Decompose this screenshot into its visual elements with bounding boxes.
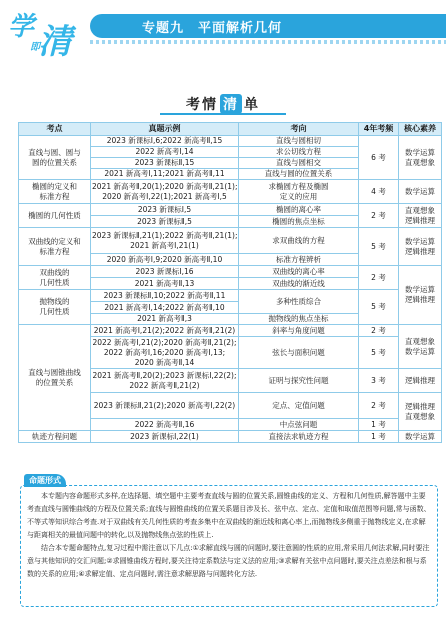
direction-cell: 中点弦问题 — [239, 419, 359, 431]
example-cell — [91, 369, 239, 393]
topic-cell — [19, 180, 91, 204]
cell-line: 2020 新高考Ⅱ,14 — [134, 357, 195, 367]
cell-line: 2022 新高考Ⅰ,21(2);2020 新高考Ⅱ,21(2); — [92, 337, 237, 347]
cell-line: 抛物线的 — [39, 297, 70, 306]
direction-cell: 椭圆的离心率 — [239, 204, 359, 216]
frequency-cell: 5 考 — [359, 290, 399, 325]
example-cell: 2021 新高考Ⅰ,21(2);2022 新高考Ⅱ,21(2) — [91, 325, 239, 337]
topic-cell — [19, 325, 91, 431]
frequency-cell: 2 考 — [359, 325, 399, 337]
frequency-cell: 5 考 — [359, 228, 399, 266]
cell-line: 数学运算 — [405, 147, 435, 157]
cell-line: 2020 新高考Ⅰ,22(1);2021 新高考Ⅰ,5 — [102, 191, 227, 201]
cell-line: 的位置关系 — [35, 377, 74, 387]
frequency-cell: 4 考 — [359, 180, 399, 204]
frequency-cell: 2 考 — [359, 393, 399, 419]
cell-line: 直观想象 — [405, 411, 435, 421]
direction-cell: 椭圆的焦点坐标 — [239, 216, 359, 228]
header-examples: 真题示例 — [91, 123, 239, 136]
frequency-cell: 2 考 — [359, 204, 399, 228]
section-title-underline — [160, 113, 286, 115]
logo-char: 学 — [8, 12, 35, 42]
table-row — [19, 228, 442, 254]
cell-line: 2021 新高考Ⅱ,20(2);2023 新课标Ⅰ,22(2); — [92, 370, 237, 380]
example-cell: 2022 新高考Ⅰ,14 — [91, 147, 239, 158]
notes-paragraph: 本专题内容命题形式多样,在选择题、填空题中主要考查直线与圆的位置关系,圆锥曲线的定义、方程和几何性质,解答题中主要考查直线与圆锥曲线的方程及位置关系;直线与圆锥曲线的位置关系题目涉及长、弦中点、定点、定值和取值范围等问题,常与函数、不等式等知识综合考查.对于双曲线有关几何性质的考查多集中在双曲线的渐近线和离心率上,而抛物线多侧重于抛物线定义,在求解与距离相关的最值问题中的转化,以及抛物线焦点弦的性质上. — [27, 492, 431, 539]
example-cell: 2021 新高考Ⅰ,14;2022 新高考Ⅱ,10 — [91, 302, 239, 314]
logo-char: 即 — [30, 42, 40, 53]
example-cell: 2020 新高考Ⅰ,9;2020 新高考Ⅱ,10 — [91, 254, 239, 266]
decorative-stripe — [90, 40, 446, 44]
topic-cell — [19, 431, 91, 443]
cell-line: 2021 新高考Ⅰ,21(1) — [130, 240, 199, 250]
example-cell: 2022 新高考Ⅱ,16 — [91, 419, 239, 431]
table-row — [19, 136, 442, 147]
notes-box — [20, 485, 438, 607]
example-cell: 2021 新高考Ⅰ,11;2021 新高考Ⅱ,11 — [91, 169, 239, 180]
cell-line: 标准方程 — [39, 246, 70, 256]
header-direction: 考向 — [239, 123, 359, 136]
exam-overview-table — [18, 122, 442, 443]
direction-cell: 标准方程辨析 — [239, 254, 359, 266]
section-title-pre: 考情 — [186, 97, 218, 113]
example-cell: 2021 新高考Ⅱ,13 — [91, 278, 239, 290]
direction-cell — [239, 180, 359, 204]
example-cell — [91, 180, 239, 204]
cell-line: 逻辑推理 — [405, 401, 435, 411]
header-topic: 考点 — [19, 123, 91, 136]
cell-line: 逻辑推理 — [405, 215, 435, 225]
cell-line: 直线与圆、圆与 — [28, 147, 81, 157]
cell-line: 直观想象 — [405, 336, 435, 346]
table-body — [19, 136, 442, 443]
frequency-cell: 2 考 — [359, 266, 399, 290]
chapter-title-bar — [90, 14, 446, 38]
cell-line: 2021 新高考Ⅱ,20(1);2020 新高考Ⅱ,21(1); — [92, 181, 238, 191]
direction-cell: 多种性质综合 — [239, 290, 359, 314]
header-frequency: 4年考频 — [359, 123, 399, 136]
example-cell: 2023 新课标Ⅰ,16 — [91, 266, 239, 278]
header-core: 核心素养 — [399, 123, 442, 136]
cell-line: 数学运算 — [405, 431, 435, 441]
table-row — [19, 325, 442, 337]
table-row — [19, 180, 442, 204]
chapter-title: 专题九 平面解析几何 — [142, 21, 283, 36]
cell-line: 几何性质 — [39, 307, 70, 316]
example-cell — [91, 228, 239, 254]
example-cell: 2023 新课标Ⅱ,15 — [91, 158, 239, 169]
page-header — [0, 0, 446, 66]
cell-line: 椭圆的定义和 — [32, 181, 77, 191]
table-row — [19, 204, 442, 216]
logo-char: 清 — [38, 22, 72, 62]
notes-paragraph: 结合本专题命题特点,复习过程中需注意以下几点:①求解直线与圆的问题时,要注意圆的性质的应用,常采用几何法求解,同时要注意与其他知识的交汇问题;②求圆锥曲线方程时,要关注待定系数法与定义法的应用;③求解有关弦中点问题时,要关注点差法和根与系数的关系的应用;④求解定值、定点问题时,需注意求解思路与问题转化方法. — [27, 544, 430, 578]
table-row — [19, 290, 442, 302]
table-header-row — [19, 123, 442, 136]
frequency-cell: 6 考 — [359, 136, 399, 180]
cell-line: 数学运算 — [405, 236, 435, 246]
core-cell — [399, 431, 442, 443]
table-row — [19, 266, 442, 278]
core-cell — [399, 228, 442, 266]
direction-cell: 直线与圆的位置关系 — [239, 169, 359, 180]
direction-cell: 弦长与面积问题 — [239, 337, 359, 369]
core-cell — [399, 393, 442, 431]
cell-line: 轨迹方程问题 — [32, 431, 77, 441]
brand-logo — [6, 4, 72, 62]
topic-cell — [19, 136, 91, 180]
example-cell: 2023 新课标Ⅰ,5 — [91, 204, 239, 216]
cell-line: 数学运算 — [405, 186, 435, 196]
example-cell: 2023 新课标Ⅱ,5 — [91, 216, 239, 228]
core-cell — [399, 369, 442, 393]
direction-cell: 双曲线的离心率 — [239, 266, 359, 278]
direction-cell: 求双曲线的方程 — [239, 228, 359, 254]
section-title — [0, 94, 446, 114]
direction-cell: 定点、定值问题 — [239, 393, 359, 419]
core-cell — [399, 325, 442, 369]
table-row — [19, 431, 442, 443]
topic-cell — [19, 228, 91, 266]
topic-cell — [19, 290, 91, 325]
direction-cell: 求公切线方程 — [239, 147, 359, 158]
cell-line: 圆的位置关系 — [32, 157, 77, 167]
cell-line: 几何性质 — [39, 277, 70, 287]
frequency-cell: 3 考 — [359, 369, 399, 393]
section-title-highlight: 清 — [220, 94, 242, 114]
direction-cell: 直接法求轨迹方程 — [239, 431, 359, 443]
example-cell: 2023 新课标Ⅰ,22(1) — [91, 431, 239, 443]
frequency-cell: 1 考 — [359, 431, 399, 443]
cell-line: 逻辑推理 — [405, 246, 435, 256]
direction-cell: 斜率与角度问题 — [239, 325, 359, 337]
example-cell: 2023 新课标Ⅱ,10;2022 新高考Ⅱ,11 — [91, 290, 239, 302]
cell-line: 2022 新高考Ⅱ,21(2) — [129, 380, 200, 390]
cell-line: 逻辑推理 — [405, 375, 435, 385]
cell-line: 定义的应用 — [279, 191, 318, 201]
core-cell — [399, 136, 442, 180]
core-cell — [399, 204, 442, 228]
topic-cell — [19, 204, 91, 228]
cell-line: 椭圆的几何性质 — [28, 210, 81, 220]
cell-line: 数学运算 — [405, 285, 435, 294]
cell-line: 逻辑推理 — [405, 295, 435, 304]
cell-line: 求椭圆方程及椭圆 — [268, 181, 329, 191]
frequency-cell: 5 考 — [359, 337, 399, 369]
example-cell: 2023 新课标Ⅱ,21(2);2020 新高考Ⅰ,22(2) — [91, 393, 239, 419]
cell-line: 双曲线的 — [39, 267, 70, 277]
direction-cell: 直线与圆相切 — [239, 136, 359, 147]
notes-tag: 命题形式 — [24, 474, 66, 487]
example-cell — [91, 337, 239, 369]
section-title-post: 单 — [244, 97, 260, 113]
cell-line: 2022 新高考Ⅰ,16;2020 新高考Ⅰ,13; — [103, 347, 226, 357]
example-cell: 2021 新高考Ⅱ,3 — [91, 314, 239, 325]
example-cell: 2023 新课标Ⅰ,6;2022 新高考Ⅱ,15 — [91, 136, 239, 147]
cell-line: 直线与圆锥曲线 — [28, 367, 81, 377]
cell-line: 直观想象 — [405, 157, 435, 167]
cell-line: 双曲线的定义和 — [28, 236, 81, 246]
direction-cell: 双曲线的渐近线 — [239, 278, 359, 290]
cell-line: 直观想象 — [405, 205, 435, 215]
direction-cell: 抛物线的焦点坐标 — [239, 314, 359, 325]
cell-line: 标准方程 — [39, 191, 70, 201]
direction-cell: 直线与圆相交 — [239, 158, 359, 169]
frequency-cell: 1 考 — [359, 419, 399, 431]
core-cell — [399, 180, 442, 204]
cell-line: 2023 新课标Ⅱ,21(1);2022 新高考Ⅱ,21(1); — [92, 230, 238, 240]
core-cell — [399, 266, 442, 325]
topic-cell — [19, 266, 91, 290]
cell-line: 数学运算 — [405, 346, 435, 356]
direction-cell: 证明与探究性问题 — [239, 369, 359, 393]
